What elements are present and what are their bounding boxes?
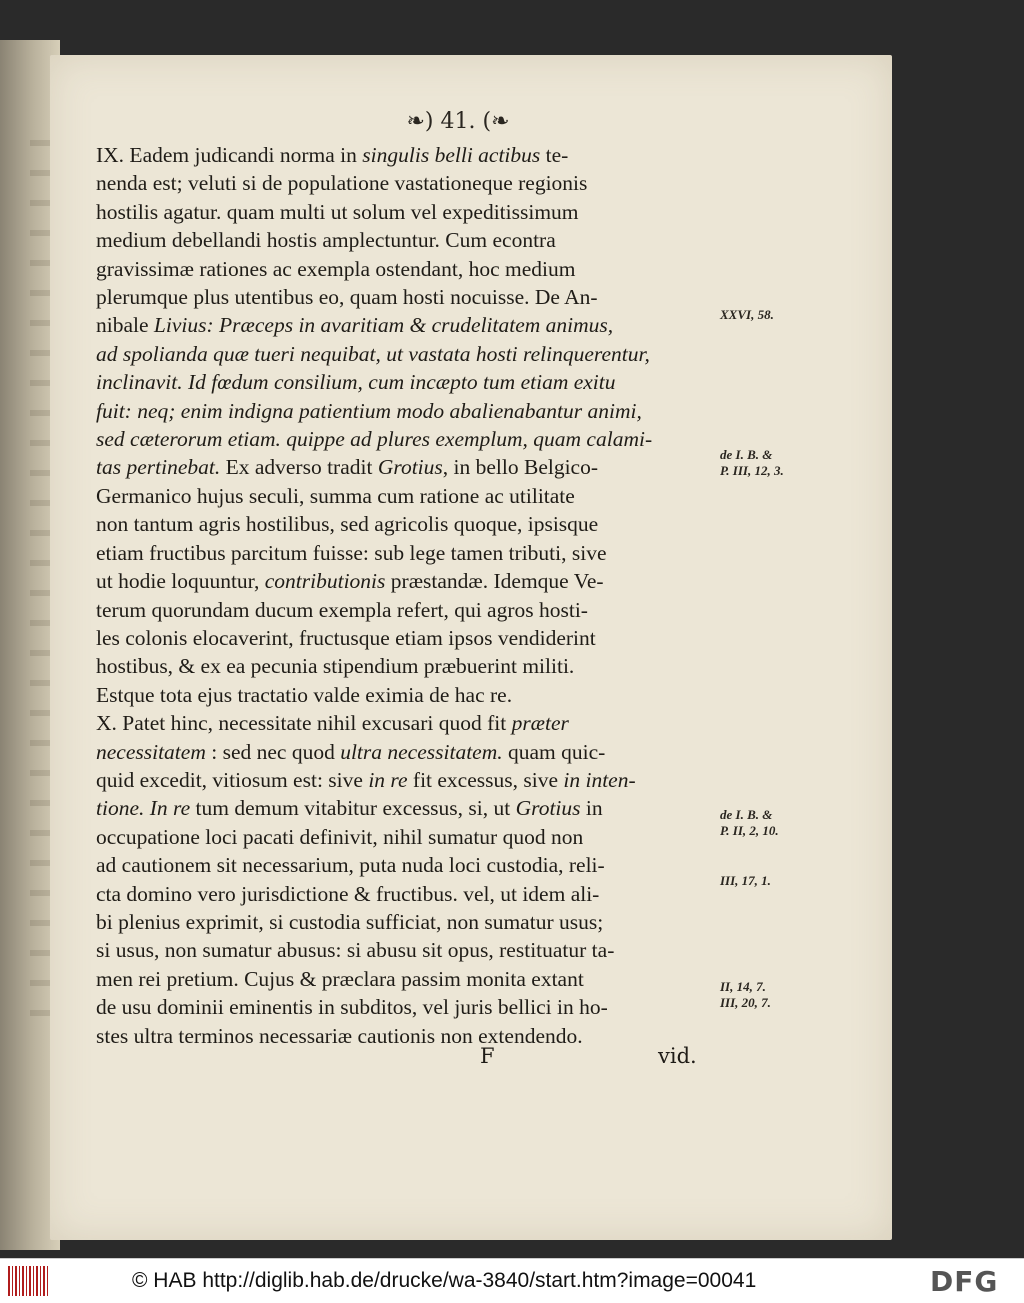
text-line: si usus, non sumatur abusus: si abusu sit opus, restituatur ta- (96, 938, 615, 963)
margin-note-livius: XXVI, 58. (720, 307, 774, 322)
catchword: vid. (658, 1044, 697, 1068)
text-line: inclinavit. Id fœdum consilium, cum incæpto tum etiam exitu (96, 370, 616, 395)
text-line: IX. Eadem judicandi norma in singulis belli actibus te- (96, 143, 569, 167)
body-text (96, 141, 756, 1050)
text-line: hostibus, & ex ea pecunia stipendium præbuerint militi. (96, 654, 575, 679)
text-line: non tantum agris hostilibus, sed agricolis quoque, ipsisque (96, 512, 599, 537)
copyright-link[interactable]: © HAB http://diglib.hab.de/drucke/wa-3840/start.htm?image=00041 (132, 1269, 757, 1292)
margin-note-line: de I. B. & (720, 807, 773, 822)
text-line: medium debellandi hostis amplectuntur. Cum econtra (96, 228, 556, 253)
page-number-value: 41. (440, 109, 476, 134)
text-line: plerumque plus utentibus eo, quam hosti nocuisse. De An- (96, 285, 598, 310)
text-line: quid excedit, vitiosum est: sive in re fit excessus, sive in inten- (96, 767, 636, 792)
margin-note-grotius-4 (720, 979, 830, 1011)
text-line: Estque tota ejus tractatio valde eximia de hac re. (96, 682, 513, 707)
text-line: nenda est; veluti si de populatione vastationeque regionis (96, 171, 588, 196)
text-line: terum quorundam ducum exempla refert, qui agros hosti- (96, 597, 588, 622)
text-line: occupatione loci pacati definivit, nihil sumatur quod non (96, 824, 584, 849)
text-line: tione. In re tum demum vitabitur excessus, si, ut Grotius in (96, 796, 603, 821)
dfg-logo: DFG (930, 1265, 999, 1298)
barcode-icon (8, 1266, 48, 1296)
text-line: X. Patet hinc, necessitate nihil excusari quod fit præter (96, 711, 569, 736)
ornament-right-icon: (❧ (482, 109, 510, 134)
text-line: sed cæterorum etiam. quippe ad plures exemplum, quam calami- (96, 427, 653, 452)
text-line: bi plenius exprimit, si custodia sufficiat, non sumatur usus; (96, 909, 604, 934)
text-line: nibale Livius: Præceps in avaritiam & crudelitatem animus, (96, 313, 614, 338)
margin-note-line: III, 20, 7. (720, 995, 771, 1010)
footer-bar (0, 1258, 1024, 1303)
text-line: ad cautionem sit necessarium, puta nuda loci custodia, reli- (96, 853, 605, 878)
text-line: les colonis elocaverint, fructusque etiam ipsos vendiderint (96, 625, 596, 650)
text-line: ut hodie loquuntur, contributionis præstandæ. Idemque Ve- (96, 569, 604, 594)
margin-note-line: P. III, 12, 3. (720, 463, 784, 478)
margin-note-grotius-3: III, 17, 1. (720, 873, 771, 888)
text-line: gravissimæ rationes ac exempla ostendant, hoc medium (96, 256, 576, 281)
ornament-left-icon: ❧) (406, 109, 434, 134)
text-line: cta domino vero jurisdictione & fructibus. vel, ut idem ali- (96, 881, 600, 906)
text-line: de usu dominii eminentis in subditos, vel juris bellici in ho- (96, 995, 608, 1020)
signature-mark: F (480, 1044, 495, 1068)
text-line: etiam fructibus parcitum fuisse: sub lege tamen tributi, sive (96, 540, 607, 565)
text-line: ad spolianda quæ tueri nequibat, ut vastata hosti relinquerentur, (96, 341, 650, 366)
text-line: necessitatem : sed nec quod ultra necessitatem. quam quic- (96, 739, 606, 764)
text-line: men rei pretium. Cujus & præclara passim monita extant (96, 966, 584, 991)
text-line: stes ultra terminos necessariæ cautionis non extendendo. (96, 1023, 583, 1048)
margin-note-line: de I. B. & (720, 447, 773, 462)
margin-note-grotius-2 (720, 807, 830, 839)
text-line: Germanico hujus seculi, summa cum ratione ac utilitate (96, 483, 575, 508)
text-line: hostilis agatur. quam multi ut solum vel expeditissimum (96, 199, 579, 224)
text-line: tas pertinebat. Ex adverso tradit Grotius, in bello Belgico- (96, 455, 599, 480)
margin-note-grotius-1 (720, 447, 830, 479)
margin-note-line: P. II, 2, 10. (720, 823, 779, 838)
page-number (383, 109, 533, 134)
margin-note-line: II, 14, 7. (720, 979, 766, 994)
book-page (50, 55, 892, 1240)
text-line: fuit: neq; enim indigna patientium modo abalienabantur animi, (96, 398, 642, 423)
